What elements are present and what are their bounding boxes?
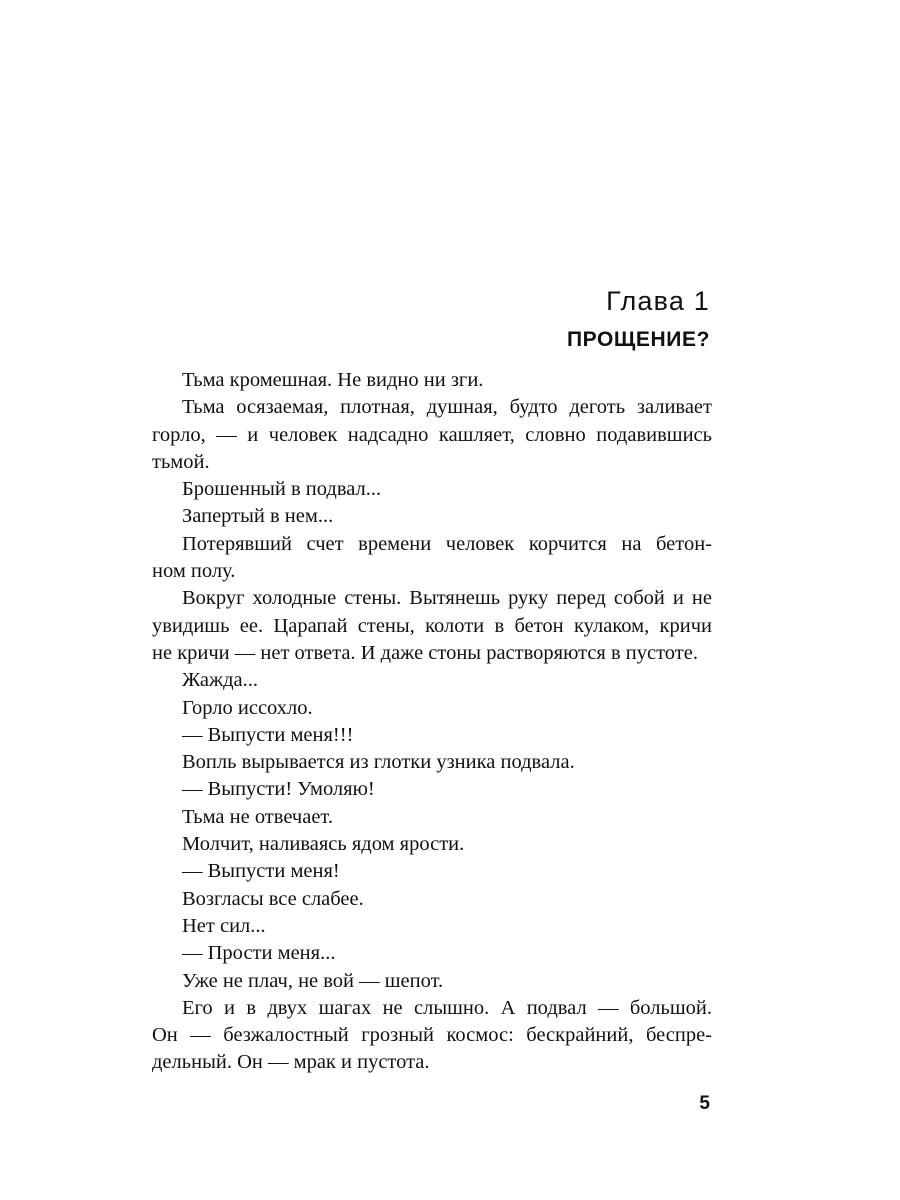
- text-line: Запертый в нем...: [182, 505, 334, 528]
- text-line: Тьма не отвечает.: [182, 805, 333, 828]
- text-line: не кричи — нет ответа. И даже стоны растворяются в пустоте.: [152, 641, 698, 664]
- text-line: Уже не плач, не вой — шепот.: [182, 969, 444, 992]
- text-line: Вокруг холодные стены. Вытянешь руку перед собой и не: [182, 587, 712, 610]
- text-line: Горло иссохло.: [182, 696, 313, 719]
- text-line: Брошенный в подвал...: [182, 478, 382, 501]
- text-line: Тьма осязаемая, плотная, душная, будто деготь заливает: [182, 396, 712, 419]
- text-line: Жажда...: [182, 669, 259, 692]
- text-line: Вопль вырывается из глотки узника подвала.: [182, 751, 575, 774]
- text-line: дельный. Он — мрак и пустота.: [152, 1051, 430, 1074]
- text-line: Молчит, наливаясь ядом ярости.: [182, 833, 465, 856]
- text-line: Потерявший счет времени человек корчится на бетон-: [182, 532, 712, 555]
- body-text: [152, 367, 712, 1077]
- text-line: Его и в двух шагах не слышно. А подвал — большой.: [182, 996, 712, 1019]
- text-line: увидишь ее. Царапай стены, колоти в бетон кулаком, кричи: [152, 614, 712, 637]
- text-line: горло, — и человек надсадно кашляет, словно подавившись: [152, 423, 712, 446]
- text-line: — Выпусти меня!: [182, 860, 340, 883]
- text-line: Он — безжалостный грозный космос: бескрайний, беспре-: [152, 1024, 712, 1047]
- chapter-label: Глава 1: [606, 286, 710, 316]
- text-line: тьмой.: [152, 450, 210, 473]
- text-line: Возгласы все слабее.: [182, 887, 364, 910]
- text-line: ном полу.: [152, 560, 236, 583]
- chapter-title: ПРОЩЕНИЕ?: [566, 328, 710, 351]
- text-line: — Выпусти меня!!!: [182, 723, 354, 746]
- text-line: — Прости меня...: [182, 942, 336, 965]
- page-number: 5: [699, 1093, 710, 1114]
- text-line: Нет сил...: [182, 914, 266, 937]
- text-line: — Выпусти! Умоляю!: [182, 778, 375, 801]
- text-line: Тьма кромешная. Не видно ни зги.: [182, 369, 484, 391]
